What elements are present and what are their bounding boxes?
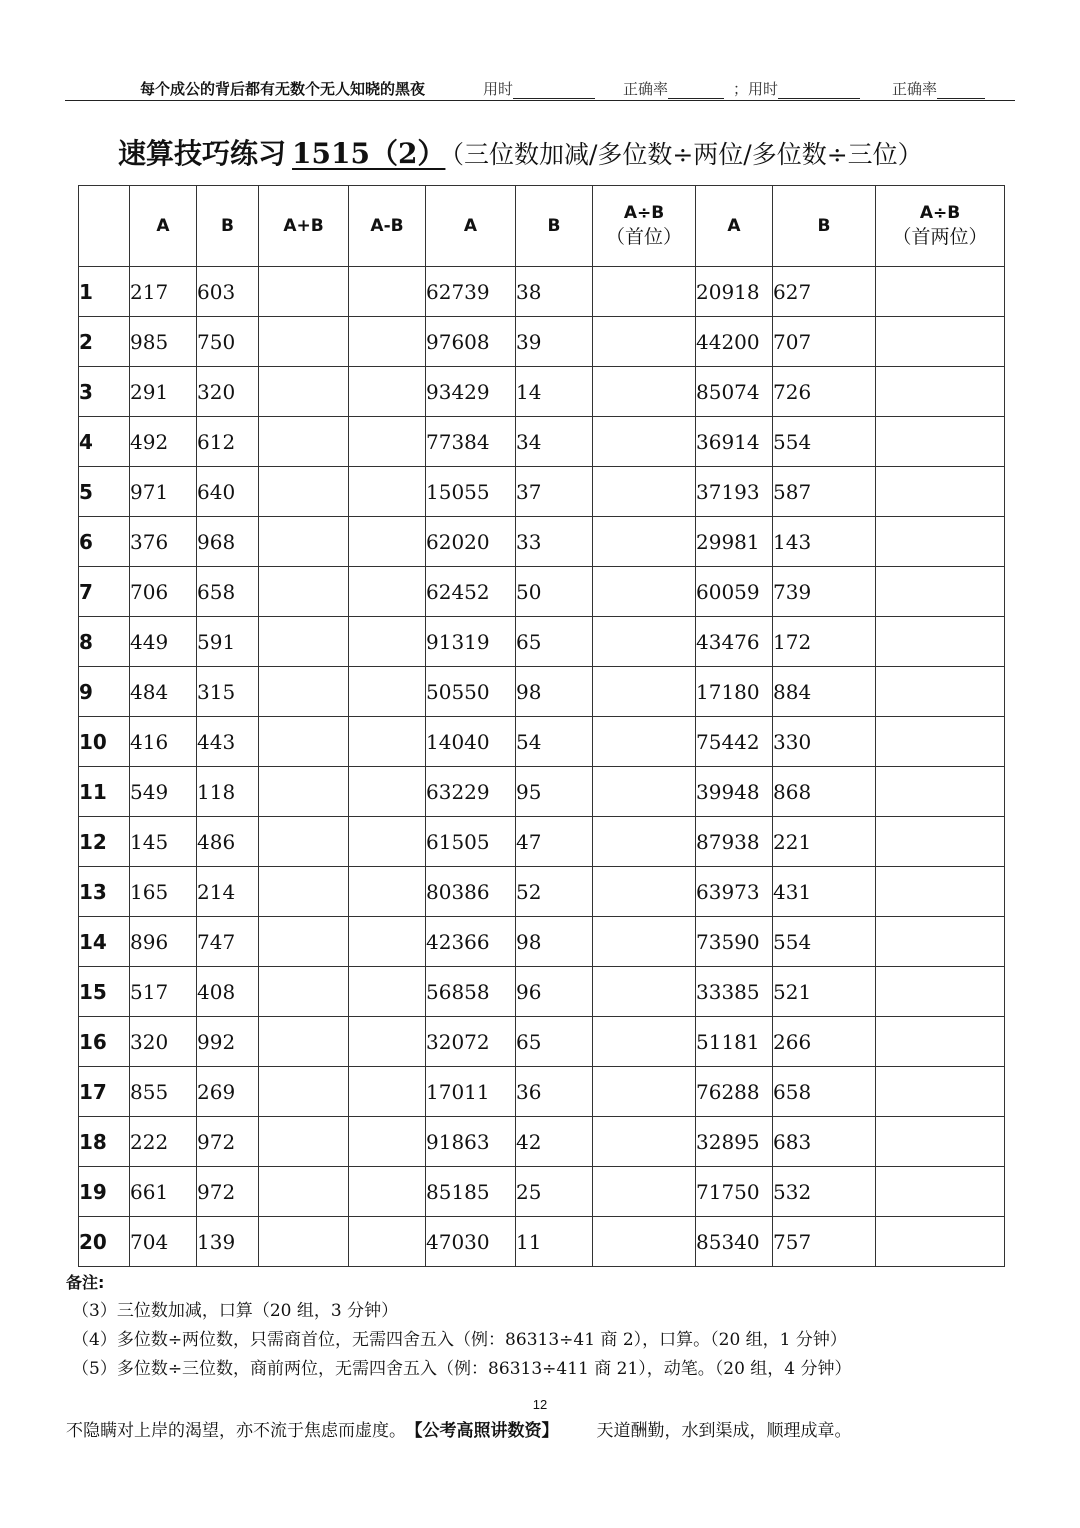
notes-section — [66, 1268, 852, 1384]
cell-quotient-first-answer[interactable] — [593, 267, 696, 317]
header-quotient-two-label: A÷B — [919, 202, 961, 223]
cell-a2: 56858 — [426, 967, 516, 1017]
cell-diff-answer[interactable] — [349, 667, 426, 717]
cell-a1: 165 — [130, 867, 197, 917]
cell-quotient-two-answer[interactable] — [876, 417, 1005, 467]
cell-a1: 896 — [130, 917, 197, 967]
cell-b1: 603 — [197, 267, 259, 317]
cell-quotient-first-answer[interactable] — [593, 517, 696, 567]
cell-b3: 868 — [773, 767, 876, 817]
cell-a3: 63973 — [696, 867, 773, 917]
cell-diff-answer[interactable] — [349, 317, 426, 367]
cell-diff-answer[interactable] — [349, 567, 426, 617]
cell-a1: 704 — [130, 1217, 197, 1267]
cell-quotient-first-answer[interactable] — [593, 1067, 696, 1117]
cell-sum-answer[interactable] — [259, 817, 349, 867]
cell-a1: 145 — [130, 817, 197, 867]
cell-sum-answer[interactable] — [259, 867, 349, 917]
cell-b3: 884 — [773, 667, 876, 717]
cell-a1: 661 — [130, 1167, 197, 1217]
header-motto: 每个成公的背后都有无数个无人知晓的黑夜 — [140, 80, 426, 98]
cell-diff-answer[interactable] — [349, 867, 426, 917]
cell-a2: 91863 — [426, 1117, 516, 1167]
cell-sum-answer[interactable] — [259, 617, 349, 667]
cell-a2: 61505 — [426, 817, 516, 867]
table-row — [79, 967, 1005, 1017]
cell-b1: 750 — [197, 317, 259, 367]
cell-sum-answer[interactable] — [259, 1017, 349, 1067]
accuracy-blank-2 — [937, 84, 985, 99]
header-a2: A — [426, 186, 516, 267]
table-row — [79, 1117, 1005, 1167]
time-blank-1 — [513, 84, 595, 99]
cell-b1: 139 — [197, 1217, 259, 1267]
cell-a3: 75442 — [696, 717, 773, 767]
table-row — [79, 817, 1005, 867]
cell-quotient-first-answer[interactable] — [593, 767, 696, 817]
table-row — [79, 917, 1005, 967]
table-row — [79, 367, 1005, 417]
cell-a2: 93429 — [426, 367, 516, 417]
row-index: 12 — [79, 817, 130, 867]
table-row — [79, 317, 1005, 367]
cell-a1: 971 — [130, 467, 197, 517]
cell-b1: 315 — [197, 667, 259, 717]
accuracy-label-2: 正确率 — [892, 80, 938, 98]
cell-a2: 32072 — [426, 1017, 516, 1067]
cell-quotient-first-answer[interactable] — [593, 717, 696, 767]
cell-b2: 38 — [516, 267, 593, 317]
cell-b3: 627 — [773, 267, 876, 317]
cell-a2: 91319 — [426, 617, 516, 667]
header-quotient-two-sub: （首两位） — [892, 225, 988, 248]
cell-diff-answer[interactable] — [349, 367, 426, 417]
cell-a3: 85074 — [696, 367, 773, 417]
cell-b2: 42 — [516, 1117, 593, 1167]
header-quotient-first-sub: （首位） — [605, 225, 682, 248]
footer-brand: 【公考高照讲数资】 — [414, 1421, 559, 1441]
cell-b1: 612 — [197, 417, 259, 467]
cell-b2: 65 — [516, 1017, 593, 1067]
table-row — [79, 767, 1005, 817]
cell-b2: 54 — [516, 717, 593, 767]
row-index: 5 — [79, 467, 130, 517]
cell-quotient-two-answer[interactable] — [876, 367, 1005, 417]
cell-sum-answer[interactable] — [259, 1217, 349, 1267]
cell-a3: 85340 — [696, 1217, 773, 1267]
cell-b2: 11 — [516, 1217, 593, 1267]
cell-quotient-two-answer[interactable] — [876, 717, 1005, 767]
page-footer — [66, 1416, 852, 1441]
notes-heading: 备注: — [66, 1273, 105, 1292]
cell-quotient-two-answer[interactable] — [876, 767, 1005, 817]
cell-diff-answer[interactable] — [349, 1067, 426, 1117]
cell-a1: 549 — [130, 767, 197, 817]
cell-b3: 330 — [773, 717, 876, 767]
cell-a1: 855 — [130, 1067, 197, 1117]
time-label-1: 用时 — [483, 80, 514, 98]
cell-b2: 47 — [516, 817, 593, 867]
header-index — [79, 186, 130, 267]
cell-b3: 726 — [773, 367, 876, 417]
cell-diff-answer[interactable] — [349, 1167, 426, 1217]
header-a1: A — [130, 186, 197, 267]
row-index: 2 — [79, 317, 130, 367]
cell-diff-answer[interactable] — [349, 617, 426, 667]
cell-b1: 118 — [197, 767, 259, 817]
row-index: 20 — [79, 1217, 130, 1267]
title-code: 1515（2） — [292, 137, 446, 170]
footer-right: 天道酬勤，水到渠成，顺理成章。 — [596, 1421, 852, 1441]
cell-diff-answer[interactable] — [349, 817, 426, 867]
cell-b3: 172 — [773, 617, 876, 667]
cell-a3: 33385 — [696, 967, 773, 1017]
cell-b2: 96 — [516, 967, 593, 1017]
cell-a1: 217 — [130, 267, 197, 317]
cell-b2: 95 — [516, 767, 593, 817]
cell-b3: 658 — [773, 1067, 876, 1117]
cell-b1: 320 — [197, 367, 259, 417]
cell-b2: 50 — [516, 567, 593, 617]
cell-a2: 85185 — [426, 1167, 516, 1217]
cell-quotient-two-answer[interactable] — [876, 567, 1005, 617]
cell-diff-answer[interactable] — [349, 1017, 426, 1067]
table-row — [79, 867, 1005, 917]
cell-a3: 36914 — [696, 417, 773, 467]
cell-a3: 37193 — [696, 467, 773, 517]
table-row — [79, 467, 1005, 517]
cell-quotient-first-answer[interactable] — [593, 317, 696, 367]
cell-a1: 291 — [130, 367, 197, 417]
cell-a3: 20918 — [696, 267, 773, 317]
cell-b1: 972 — [197, 1117, 259, 1167]
table-row — [79, 667, 1005, 717]
cell-b1: 214 — [197, 867, 259, 917]
header-quotient-first — [593, 186, 696, 267]
cell-diff-answer[interactable] — [349, 767, 426, 817]
cell-b1: 591 — [197, 617, 259, 667]
table-row — [79, 517, 1005, 567]
header-quotient-two — [876, 186, 1005, 267]
cell-sum-answer[interactable] — [259, 267, 349, 317]
cell-a1: 449 — [130, 617, 197, 667]
title-subtitle: （三位数加减/多位数÷两位/多位数÷三位） — [451, 140, 923, 169]
table-row — [79, 617, 1005, 667]
header-separator: ； — [733, 80, 749, 98]
cell-b2: 33 — [516, 517, 593, 567]
cell-b3: 739 — [773, 567, 876, 617]
cell-b3: 521 — [773, 967, 876, 1017]
cell-diff-answer[interactable] — [349, 417, 426, 467]
cell-a1: 320 — [130, 1017, 197, 1067]
cell-diff-answer[interactable] — [349, 517, 426, 567]
cell-quotient-two-answer[interactable] — [876, 467, 1005, 517]
page-number: 12 — [532, 1397, 548, 1412]
table-row — [79, 717, 1005, 767]
cell-quotient-two-answer[interactable] — [876, 1117, 1005, 1167]
row-index: 15 — [79, 967, 130, 1017]
cell-a1: 517 — [130, 967, 197, 1017]
row-index: 18 — [79, 1117, 130, 1167]
cell-sum-answer[interactable] — [259, 1117, 349, 1167]
cell-a1: 492 — [130, 417, 197, 467]
cell-sum-answer[interactable] — [259, 767, 349, 817]
page-header — [65, 74, 1015, 101]
cell-quotient-first-answer[interactable] — [593, 567, 696, 617]
cell-a2: 47030 — [426, 1217, 516, 1267]
cell-quotient-first-answer[interactable] — [593, 667, 696, 717]
cell-quotient-first-answer[interactable] — [593, 467, 696, 517]
cell-a1: 706 — [130, 567, 197, 617]
cell-a3: 32895 — [696, 1117, 773, 1167]
cell-diff-answer[interactable] — [349, 967, 426, 1017]
cell-quotient-two-answer[interactable] — [876, 1217, 1005, 1267]
cell-a3: 51181 — [696, 1017, 773, 1067]
header-sum: A+B — [259, 186, 349, 267]
cell-b1: 992 — [197, 1017, 259, 1067]
cell-quotient-first-answer[interactable] — [593, 367, 696, 417]
cell-quotient-two-answer[interactable] — [876, 1017, 1005, 1067]
cell-quotient-first-answer[interactable] — [593, 1117, 696, 1167]
cell-quotient-first-answer[interactable] — [593, 617, 696, 667]
header-diff: A-B — [349, 186, 426, 267]
table-row — [79, 1167, 1005, 1217]
row-index: 4 — [79, 417, 130, 467]
cell-a3: 39948 — [696, 767, 773, 817]
cell-a1: 376 — [130, 517, 197, 567]
practice-table — [78, 185, 1005, 1267]
cell-a2: 17011 — [426, 1067, 516, 1117]
cell-b2: 14 — [516, 367, 593, 417]
cell-a2: 77384 — [426, 417, 516, 467]
cell-a3: 73590 — [696, 917, 773, 967]
cell-quotient-two-answer[interactable] — [876, 667, 1005, 717]
cell-b3: 431 — [773, 867, 876, 917]
note-line-3: （3）三位数加减，口算（20 组，3 分钟） — [72, 1301, 399, 1321]
cell-a2: 42366 — [426, 917, 516, 967]
cell-b3: 554 — [773, 917, 876, 967]
row-index: 11 — [79, 767, 130, 817]
cell-quotient-first-answer[interactable] — [593, 817, 696, 867]
cell-a3: 76288 — [696, 1067, 773, 1117]
cell-sum-answer[interactable] — [259, 917, 349, 967]
row-index: 1 — [79, 267, 130, 317]
cell-a1: 222 — [130, 1117, 197, 1167]
cell-quotient-first-answer[interactable] — [593, 867, 696, 917]
cell-diff-answer[interactable] — [349, 467, 426, 517]
cell-a3: 43476 — [696, 617, 773, 667]
cell-b1: 408 — [197, 967, 259, 1017]
title-main: 速算技巧练习 — [118, 137, 287, 170]
cell-a3: 29981 — [696, 517, 773, 567]
header-a3: A — [696, 186, 773, 267]
row-index: 14 — [79, 917, 130, 967]
row-index: 9 — [79, 667, 130, 717]
row-index: 7 — [79, 567, 130, 617]
row-index: 10 — [79, 717, 130, 767]
row-index: 3 — [79, 367, 130, 417]
time-label-2: 用时 — [748, 80, 779, 98]
cell-a1: 985 — [130, 317, 197, 367]
cell-sum-answer[interactable] — [259, 467, 349, 517]
cell-b2: 52 — [516, 867, 593, 917]
time-blank-2 — [778, 84, 860, 99]
cell-diff-answer[interactable] — [349, 917, 426, 967]
cell-a2: 62452 — [426, 567, 516, 617]
accuracy-field-1 — [623, 78, 724, 99]
note-line-4: （4）多位数÷两位数，只需商首位，无需四舍五入（例：86313÷41 商 2），口算。（20 组，1 分钟） — [72, 1330, 847, 1350]
cell-b1: 486 — [197, 817, 259, 867]
time-field-2 — [733, 78, 860, 99]
cell-a1: 484 — [130, 667, 197, 717]
cell-quotient-first-answer[interactable] — [593, 917, 696, 967]
cell-sum-answer[interactable] — [259, 967, 349, 1017]
cell-a2: 97608 — [426, 317, 516, 367]
cell-quotient-two-answer[interactable] — [876, 317, 1005, 367]
cell-b1: 269 — [197, 1067, 259, 1117]
cell-b2: 36 — [516, 1067, 593, 1117]
cell-a3: 44200 — [696, 317, 773, 367]
cell-b2: 37 — [516, 467, 593, 517]
header-b1: B — [197, 186, 259, 267]
note-line-5: （5）多位数÷三位数，商前两位，无需四舍五入（例：86313÷411 商 21），动笔。（20 组，4 分钟） — [72, 1359, 852, 1379]
table-row — [79, 1017, 1005, 1067]
table-row — [79, 1217, 1005, 1267]
cell-b1: 747 — [197, 917, 259, 967]
cell-diff-answer[interactable] — [349, 1117, 426, 1167]
table-row — [79, 567, 1005, 617]
cell-diff-answer[interactable] — [349, 1217, 426, 1267]
cell-quotient-two-answer[interactable] — [876, 917, 1005, 967]
footer-left: 不隐瞒对上岸的渴望，亦不流于焦虑而虚度。 — [66, 1421, 406, 1441]
accuracy-label-1: 正确率 — [623, 80, 669, 98]
row-index: 8 — [79, 617, 130, 667]
cell-sum-answer[interactable] — [259, 1067, 349, 1117]
cell-b2: 39 — [516, 317, 593, 367]
cell-a3: 60059 — [696, 567, 773, 617]
cell-sum-answer[interactable] — [259, 367, 349, 417]
cell-a3: 87938 — [696, 817, 773, 867]
header-quotient-first-label: A÷B — [623, 202, 665, 223]
cell-sum-answer[interactable] — [259, 667, 349, 717]
cell-quotient-first-answer[interactable] — [593, 1217, 696, 1267]
cell-quotient-first-answer[interactable] — [593, 967, 696, 1017]
cell-a2: 15055 — [426, 467, 516, 517]
cell-diff-answer[interactable] — [349, 717, 426, 767]
cell-b1: 968 — [197, 517, 259, 567]
cell-quotient-two-answer[interactable] — [876, 517, 1005, 567]
header-b2: B — [516, 186, 593, 267]
row-index: 16 — [79, 1017, 130, 1067]
cell-quotient-two-answer[interactable] — [876, 1067, 1005, 1117]
cell-b2: 34 — [516, 417, 593, 467]
cell-a2: 50550 — [426, 667, 516, 717]
table-row — [79, 417, 1005, 467]
accuracy-blank-1 — [668, 84, 724, 99]
table-body — [79, 267, 1005, 1267]
cell-b3: 683 — [773, 1117, 876, 1167]
cell-quotient-two-answer[interactable] — [876, 867, 1005, 917]
cell-b2: 98 — [516, 917, 593, 967]
page-title — [118, 132, 923, 172]
cell-quotient-two-answer[interactable] — [876, 967, 1005, 1017]
time-field-1 — [483, 78, 595, 99]
cell-b1: 640 — [197, 467, 259, 517]
cell-sum-answer[interactable] — [259, 1167, 349, 1217]
row-index: 13 — [79, 867, 130, 917]
cell-quotient-two-answer[interactable] — [876, 617, 1005, 667]
cell-a3: 17180 — [696, 667, 773, 717]
cell-b3: 757 — [773, 1217, 876, 1267]
cell-a2: 14040 — [426, 717, 516, 767]
cell-sum-answer[interactable] — [259, 717, 349, 767]
cell-sum-answer[interactable] — [259, 517, 349, 567]
cell-b3: 221 — [773, 817, 876, 867]
table-header-row — [79, 186, 1005, 267]
cell-quotient-first-answer[interactable] — [593, 417, 696, 467]
row-index: 19 — [79, 1167, 130, 1217]
cell-sum-answer[interactable] — [259, 317, 349, 367]
cell-b2: 25 — [516, 1167, 593, 1217]
cell-a1: 416 — [130, 717, 197, 767]
cell-quotient-two-answer[interactable] — [876, 267, 1005, 317]
cell-a2: 63229 — [426, 767, 516, 817]
cell-quotient-two-answer[interactable] — [876, 817, 1005, 867]
cell-a2: 62020 — [426, 517, 516, 567]
cell-a2: 62739 — [426, 267, 516, 317]
cell-sum-answer[interactable] — [259, 567, 349, 617]
cell-b3: 532 — [773, 1167, 876, 1217]
cell-a2: 80386 — [426, 867, 516, 917]
cell-a3: 71750 — [696, 1167, 773, 1217]
cell-b3: 554 — [773, 417, 876, 467]
cell-b1: 658 — [197, 567, 259, 617]
cell-b3: 266 — [773, 1017, 876, 1067]
cell-b3: 587 — [773, 467, 876, 517]
header-b3: B — [773, 186, 876, 267]
cell-sum-answer[interactable] — [259, 417, 349, 467]
cell-b1: 972 — [197, 1167, 259, 1217]
cell-b1: 443 — [197, 717, 259, 767]
cell-diff-answer[interactable] — [349, 267, 426, 317]
cell-quotient-first-answer[interactable] — [593, 1017, 696, 1067]
cell-b3: 143 — [773, 517, 876, 567]
cell-b2: 98 — [516, 667, 593, 717]
accuracy-field-2 — [892, 78, 985, 99]
row-index: 17 — [79, 1067, 130, 1117]
table-row — [79, 267, 1005, 317]
cell-b2: 65 — [516, 617, 593, 667]
cell-b3: 707 — [773, 317, 876, 367]
cell-quotient-two-answer[interactable] — [876, 1167, 1005, 1217]
cell-quotient-first-answer[interactable] — [593, 1167, 696, 1217]
table-row — [79, 1067, 1005, 1117]
row-index: 6 — [79, 517, 130, 567]
